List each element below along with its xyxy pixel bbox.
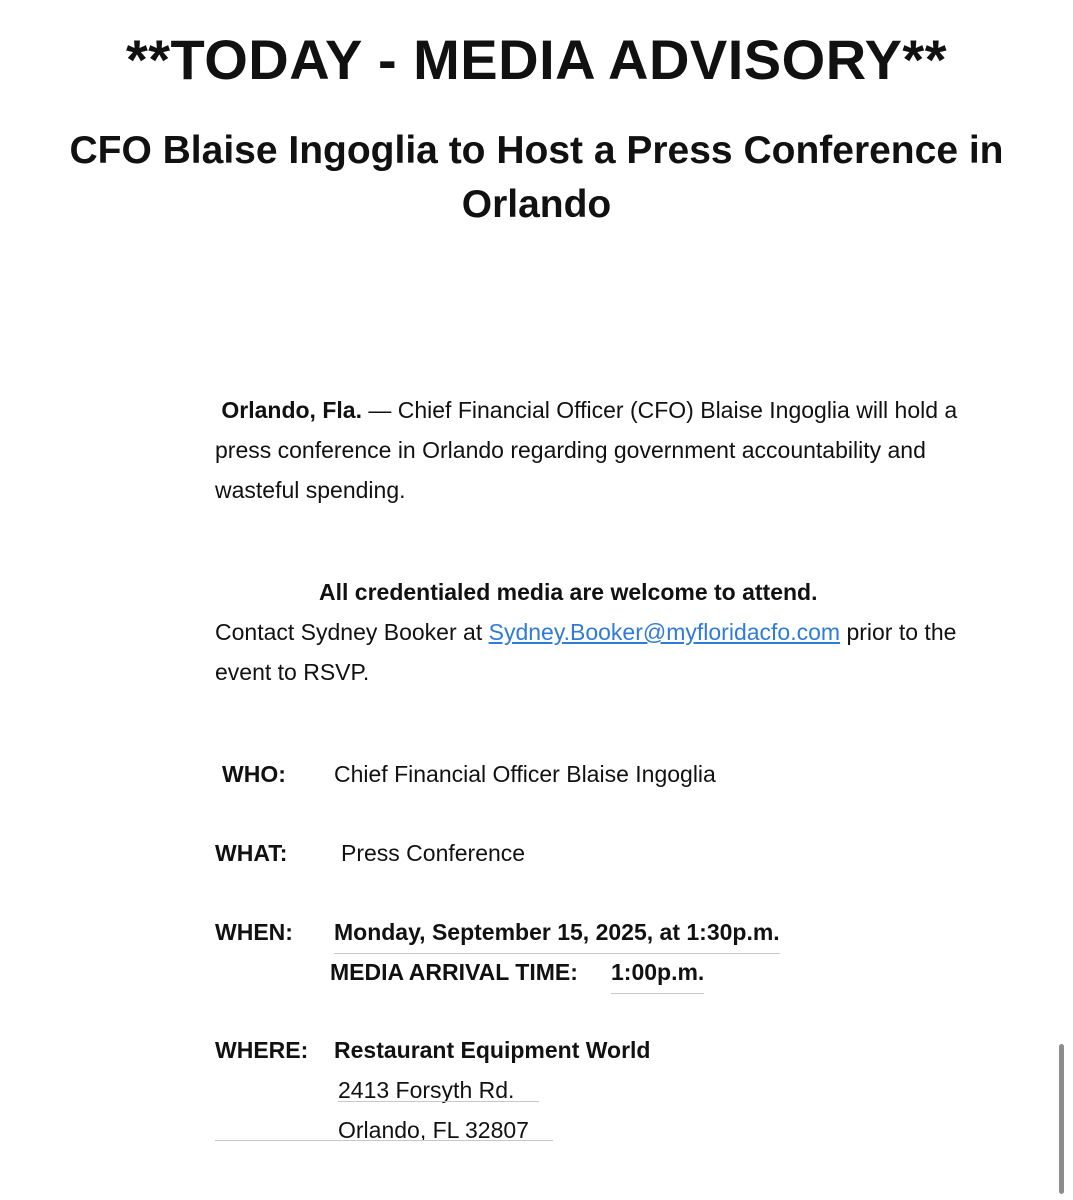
dateline: Orlando, Fla.: [221, 397, 362, 423]
when-label: WHEN:: [215, 919, 293, 945]
where-row: [0, 1030, 1073, 1150]
address-underline: [338, 1101, 539, 1102]
welcome-line: All credentialed media are welcome to attend.: [319, 579, 818, 605]
when-value: Monday, September 15, 2025, at 1:30p.m.: [334, 912, 780, 954]
what-value: Press Conference: [341, 840, 526, 866]
media-arrival-label: MEDIA ARRIVAL TIME:: [330, 959, 578, 985]
rsvp-section: [215, 572, 1005, 692]
intro-paragraph: [215, 390, 1005, 510]
where-address-line2: Orlando, FL 32807: [338, 1117, 529, 1143]
what-label: WHAT:: [215, 840, 288, 866]
intro-body: — Chief Financial Officer (CFO) Blaise Ingoglia will hold a press conference in Orlando regarding government accountability and wasteful spending.: [215, 397, 958, 503]
where-venue: Restaurant Equipment World: [334, 1037, 651, 1063]
where-label: WHERE:: [215, 1037, 309, 1063]
what-row: [0, 833, 1073, 873]
who-value: Chief Financial Officer Blaise Ingoglia: [334, 761, 716, 787]
contact-prefix: Contact Sydney Booker at: [215, 619, 489, 645]
advisory-subhead: CFO Blaise Ingoglia to Host a Press Conference in Orlando: [69, 129, 1004, 226]
advisory-headline: **TODAY - MEDIA ADVISORY**: [125, 28, 948, 91]
who-row: [0, 754, 1073, 794]
contact-line: [215, 612, 1005, 692]
media-arrival-value: 1:00p.m.: [611, 952, 704, 994]
when-row: [0, 912, 1073, 992]
contact-email-link[interactable]: Sydney.Booker@myfloridacfo.com: [488, 619, 841, 645]
where-address-line1: 2413 Forsyth Rd.: [338, 1077, 515, 1103]
who-label: WHO:: [222, 761, 286, 787]
scrollbar-thumb[interactable]: [1059, 1044, 1064, 1194]
section-divider: [215, 1140, 553, 1141]
contact-suffix: prior to the event to RSVP.: [215, 619, 957, 685]
